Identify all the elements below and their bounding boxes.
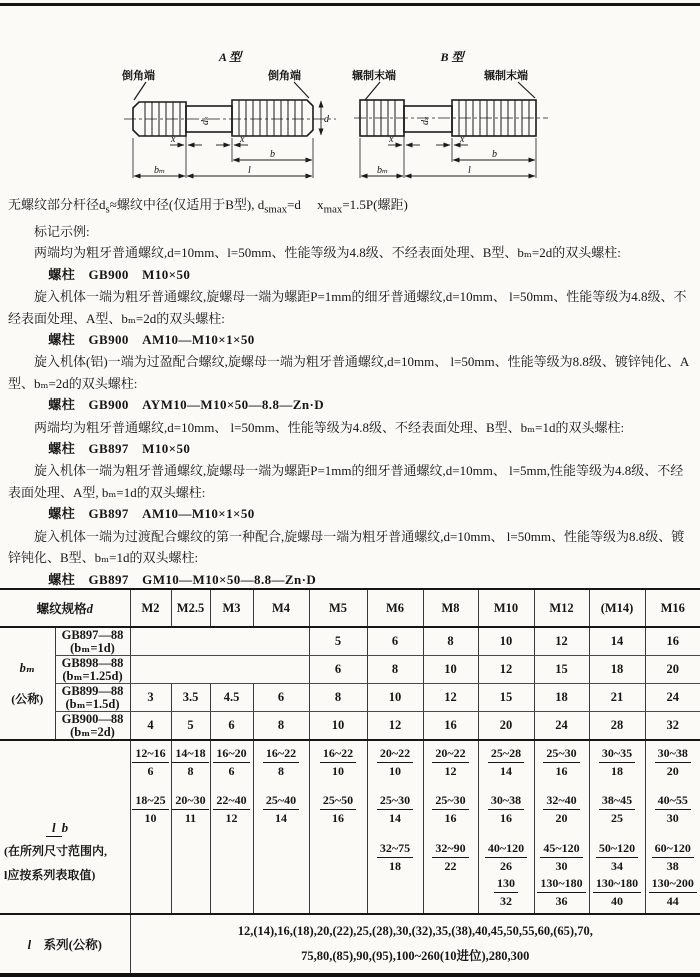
b-value: 8 [278,764,285,778]
example-desc: 旋入机体(铝)一端为过盈配合螺纹,旋螺母一端为粗牙普通螺纹,d=10mm、 l=50mm、性能等级为8.8级、镀锌钝化、A型、bₘ=2d的双头螺柱: [8,354,690,391]
bm-value: 15 [478,684,534,712]
figure-a-left-end-label: 倒角端 [122,70,155,82]
b-value: 16 [500,811,513,825]
std-number: GB897—88 [61,628,124,642]
bm-value: 20 [478,712,534,741]
range: 16~22 [320,746,356,763]
l-series-row [0,914,700,975]
leader-line [365,82,380,100]
lb-fraction [369,793,422,826]
lb-cell-m6 [367,740,423,914]
header-spec-var: d [86,602,93,616]
lb-fraction [255,793,308,826]
b-value: 6 [147,764,154,778]
bm-value: 16 [645,627,700,656]
formula-part: 无螺纹部分杆径d [8,197,106,212]
b-value: 12 [225,811,238,825]
b-value: 26 [500,859,513,873]
b-value: 18 [389,859,402,873]
b-value: 8 [187,764,194,778]
range: 40~55 [655,793,691,810]
example-desc: 旋入机体一端为过渡配合螺纹的第一种配合,旋螺母一端为粗牙普通螺纹,d=10mm、 l=50mm、性能等级为8.8级、镀锌钝化、B型、bₘ=1d的双头螺柱: [8,528,685,566]
bm-std-label [55,684,130,712]
l-dim-label: l [468,165,471,176]
range: 16~22 [263,746,299,763]
x-dim-label: x [389,134,394,145]
lb-note-line1: (在所列尺寸范围内, [4,843,107,858]
lb-cell-m4 [253,740,309,914]
b-value: 16 [332,811,345,825]
lb-cell-m3 [210,740,253,914]
l-series-values [130,914,700,975]
header-size: M5 [309,589,367,627]
range: 30~38 [488,793,524,810]
page-top-rule [0,3,700,6]
lb-fraction [131,746,169,779]
b-value: 12 [444,764,457,778]
bm-value: 12 [367,712,423,741]
range: 130~180 [593,876,641,893]
lb-numerator-symbol: l [46,820,62,837]
figure-a-right-end-label: 倒角端 [268,70,301,82]
b-value: 10 [389,764,402,778]
bm-nominal-label: (公称) [11,692,44,706]
l-series-line1: 12,(14),16,(18),20,(22),25,(28),30,(32),35,(38),40,45,50,55,60,(65),70, [237,924,593,938]
range: 25~28 [488,746,524,763]
lb-cell-m14 [589,740,645,914]
bm-std-label [55,627,130,656]
lb-fraction [536,793,588,826]
b-value: 30 [555,859,568,873]
lb-denominator-symbol: b [61,819,69,835]
b-value: 16 [444,811,457,825]
bm-value: 3 [130,684,171,712]
lb-cell-m12 [534,740,589,914]
bm-value: 5 [171,712,210,741]
range: 40~120 [485,841,527,858]
subscript: smax [264,203,288,216]
example-designation: 螺柱 GB897 AM10—M10×1×50 [48,506,255,522]
bm-value: 12 [423,684,478,712]
header-size: M10 [478,589,534,627]
bm-value: 24 [534,712,589,741]
bm-value: 24 [645,684,700,712]
lb-fraction [172,746,209,779]
range: 14~18 [172,746,208,763]
x-dim-label: x [171,134,176,145]
b-value: 18 [611,764,624,778]
bm-row-gb897 [0,627,700,656]
range: 25~30 [432,793,468,810]
bm-dim-label: bₘ [154,165,166,176]
std-formula: (bₘ=1.5d) [65,696,120,711]
bm-empty-cell [130,627,309,656]
example-heading: 标记示例: [34,224,90,239]
header-size: M12 [534,589,589,627]
bm-value: 15 [534,656,589,684]
example-desc: 旋入机体一端为粗牙普通螺纹,旋螺母一端为螺距P=1mm的细牙普通螺纹,d=10mm、 l=5mm,性能等级为4.8级、不经表面处理、A型, bₘ=1d的双头螺柱: [8,463,684,500]
b-value: 22 [444,859,457,873]
lb-fraction [311,793,366,826]
formula-part: =d x [287,197,324,212]
lb-cell-m16 [645,740,700,914]
example-desc: 两端均为粗牙普通螺纹,d=10mm、 l=50mm、性能等级为4.8级、不经表面处理、B型、bₘ=1d的双头螺柱: [34,419,625,435]
lb-fraction [425,793,477,826]
bm-row-gb898 [0,656,700,684]
bm-value: 4 [130,712,171,741]
example-designation: 螺柱 GB897 M10×50 [48,441,191,457]
example-designation: 螺柱 GB900 AYM10—M10×50—8.8—Zn·D [48,397,324,413]
figure-b-right-end-label: 辗制末端 [484,70,528,82]
figures-row [118,48,562,188]
lb-cell-m8 [423,740,478,914]
lb-fraction [211,793,251,826]
bm-empty-cell [130,656,309,684]
lb-cell-m5 [309,740,367,914]
bm-value: 8 [253,712,309,741]
b-value: 25 [611,811,624,825]
leader-line [518,82,535,98]
x-dim-label: x [240,134,245,145]
stud-drawing-b [352,48,562,188]
header-size: M2 [130,589,171,627]
std-formula: (bₘ=1d) [70,640,115,655]
lb-fraction [647,793,699,826]
lb-fraction-symbol [44,820,70,837]
bm-row-gb900 [0,712,700,741]
std-formula: (bₘ=2d) [70,724,115,739]
example-desc: 旋入机体一端为粗牙普通螺纹,旋螺母一端为螺距P=1mm的细牙普通螺纹,d=10mm、 l=50mm、性能等级为4.8级、不经表面处理、A型、bₘ=2d的双头螺柱: [8,289,687,326]
range: 45~120 [540,841,582,858]
leader-line [134,82,146,100]
b-value: 36 [555,894,568,908]
example-desc: 两端均为粗牙普通螺纹,d=10mm、l=50mm、性能等级为4.8级、不经表面处理、B型、bₘ=2d的双头螺柱: [34,245,621,261]
lb-fraction [369,841,422,874]
d-dim-label: d [324,114,329,125]
b-value: 10 [332,764,345,778]
figure-a-title: A 型 [218,50,242,64]
l-series-label [0,914,130,975]
lb-fraction [480,876,533,909]
figure-b-title: B 型 [440,50,464,64]
range: 18~25 [132,793,168,810]
lb-fraction [480,841,533,874]
bm-value: 10 [309,712,367,741]
bm-value: 8 [423,627,478,656]
b-value: 14 [500,764,513,778]
lb-label-cell [0,740,130,914]
lb-fraction [591,746,644,779]
lb-fraction [369,746,422,779]
lb-fraction [131,793,169,826]
bm-value: 8 [309,684,367,712]
b-value: 20 [555,811,568,825]
header-size: M8 [423,589,478,627]
range: 130~180 [537,876,585,893]
header-size: M4 [253,589,309,627]
b-value: 34 [611,859,624,873]
leader-line [294,82,309,98]
lb-cell-m2_5 [171,740,210,914]
lb-fraction [591,876,644,909]
header-spec-text: 螺纹规格 [36,602,87,616]
std-number: GB898—88 [61,656,124,670]
std-formula: (bₘ=1.25d) [62,668,123,683]
lb-fraction [255,746,308,779]
l-symbol: l [27,938,32,952]
figure-type-b [352,48,562,188]
header-size: M2.5 [171,589,210,627]
lb-fraction [591,793,644,826]
bm-value: 6 [367,627,423,656]
range: 22~40 [213,793,249,810]
b-value: 40 [611,894,624,908]
bm-value: 28 [589,712,645,741]
b-value: 6 [228,764,235,778]
bm-value: 20 [645,656,700,684]
bm-value: 5 [309,627,367,656]
b-value: 30 [666,811,679,825]
stud-drawing-a [118,48,348,188]
lb-cell-m2 [130,740,171,914]
ds-dim-label: dₛ [420,116,431,125]
bm-value: 18 [534,684,589,712]
bm-row-gb899 [0,684,700,712]
bm-value: 6 [309,656,367,684]
b-value: 11 [184,811,197,825]
lb-fraction [480,793,533,826]
range: 60~120 [652,841,694,858]
l-series-line2: 75,80,(85),90,(95),100~260(10进位),280,300 [301,949,530,963]
header-spec [0,589,130,627]
lb-fraction [536,841,588,874]
std-number: GB899—88 [61,684,124,698]
lb-fraction [647,841,699,874]
range: 32~40 [543,793,579,810]
lb-fraction [211,746,251,779]
std-number: GB900—88 [61,712,124,726]
range: 130~200 [649,876,697,893]
b-dim-label: b [492,149,497,160]
bm-value: 12 [534,627,589,656]
range: 25~30 [543,746,579,763]
bm-value: 12 [478,656,534,684]
bm-symbol: bₘ [19,661,35,675]
l-dim-label: l [248,165,251,176]
bm-side-label [0,627,55,740]
right-thread-outline [232,100,313,136]
header-size: M16 [645,589,700,627]
header-size: M6 [367,589,423,627]
bm-value: 8 [367,656,423,684]
bm-value: 14 [589,627,645,656]
b-value: 20 [666,764,679,778]
range: 25~30 [377,793,413,810]
body-text [8,194,694,591]
range: 32~75 [377,841,413,858]
bm-value: 10 [423,656,478,684]
bm-value: 16 [423,712,478,741]
bm-value: 18 [589,656,645,684]
b-value: 14 [275,811,288,825]
ds-dim-label: dₛ [200,116,211,125]
bm-value: 3.5 [171,684,210,712]
subscript: max [323,203,343,216]
range: 20~30 [172,793,208,810]
bm-value: 32 [645,712,700,741]
b-value: 16 [555,764,568,778]
header-size: (M14) [589,589,645,627]
range: 20~22 [377,746,413,763]
bm-value: 21 [589,684,645,712]
range: 30~35 [599,746,635,763]
lb-row [0,740,700,914]
figure-type-a [118,48,348,188]
lb-cell-m10 [478,740,534,914]
bm-value: 6 [253,684,309,712]
lb-fraction [480,746,533,779]
b-value: 44 [666,894,679,908]
lb-fraction [647,876,699,909]
range: 32~90 [432,841,468,858]
range: 25~50 [320,793,356,810]
figure-b-left-end-label: 辗制末端 [352,70,396,82]
lb-fraction [536,876,588,909]
x-dim-label: x [460,134,465,145]
range: 16~20 [213,746,249,763]
b-value: 32 [500,894,513,908]
bm-value: 10 [367,684,423,712]
range: 50~120 [596,841,638,858]
bm-value: 10 [478,627,534,656]
lb-fraction [311,746,366,779]
formula-part: =1.5P(螺距) [342,197,408,212]
lb-note-line2: l应按系列表取值) [4,867,96,882]
b-value: 38 [666,859,679,873]
bm-value: 4.5 [210,684,253,712]
b-dim-label: b [270,149,275,160]
bm-dim-label: bₘ [377,165,389,176]
example-designation: 螺柱 GB900 M10×50 [48,266,191,282]
formula-line [8,194,694,221]
table-header-row [0,589,700,627]
lb-fraction [591,841,644,874]
example-designation: 螺柱 GB897 GM10—M10×50—8.8—Zn·D [48,571,317,587]
spec-table [0,588,700,977]
lb-fraction [536,746,588,779]
lb-fraction [425,841,477,874]
lb-fraction [425,746,477,779]
range: 30~38 [655,746,691,763]
range: 38~45 [599,793,635,810]
bm-std-label [55,656,130,684]
range: 25~40 [263,793,299,810]
example-designation: 螺柱 GB900 AM10—M10×1×50 [48,332,255,348]
range: 20~22 [432,746,468,763]
formula-part: ≈螺纹中径(仅适用于B型), d [109,197,265,212]
bm-value: 6 [210,712,253,741]
b-value: 10 [144,811,157,825]
bm-std-label [55,712,130,741]
header-size: M3 [210,589,253,627]
range: 12~16 [132,746,168,763]
lb-fraction [172,793,209,826]
subscript: s [105,203,110,216]
l-series-label-text: 系列(公称) [31,938,102,952]
b-value: 14 [389,811,402,825]
lb-fraction [647,746,699,779]
range: 130 [494,876,518,893]
right-thread-hatch [239,100,302,136]
